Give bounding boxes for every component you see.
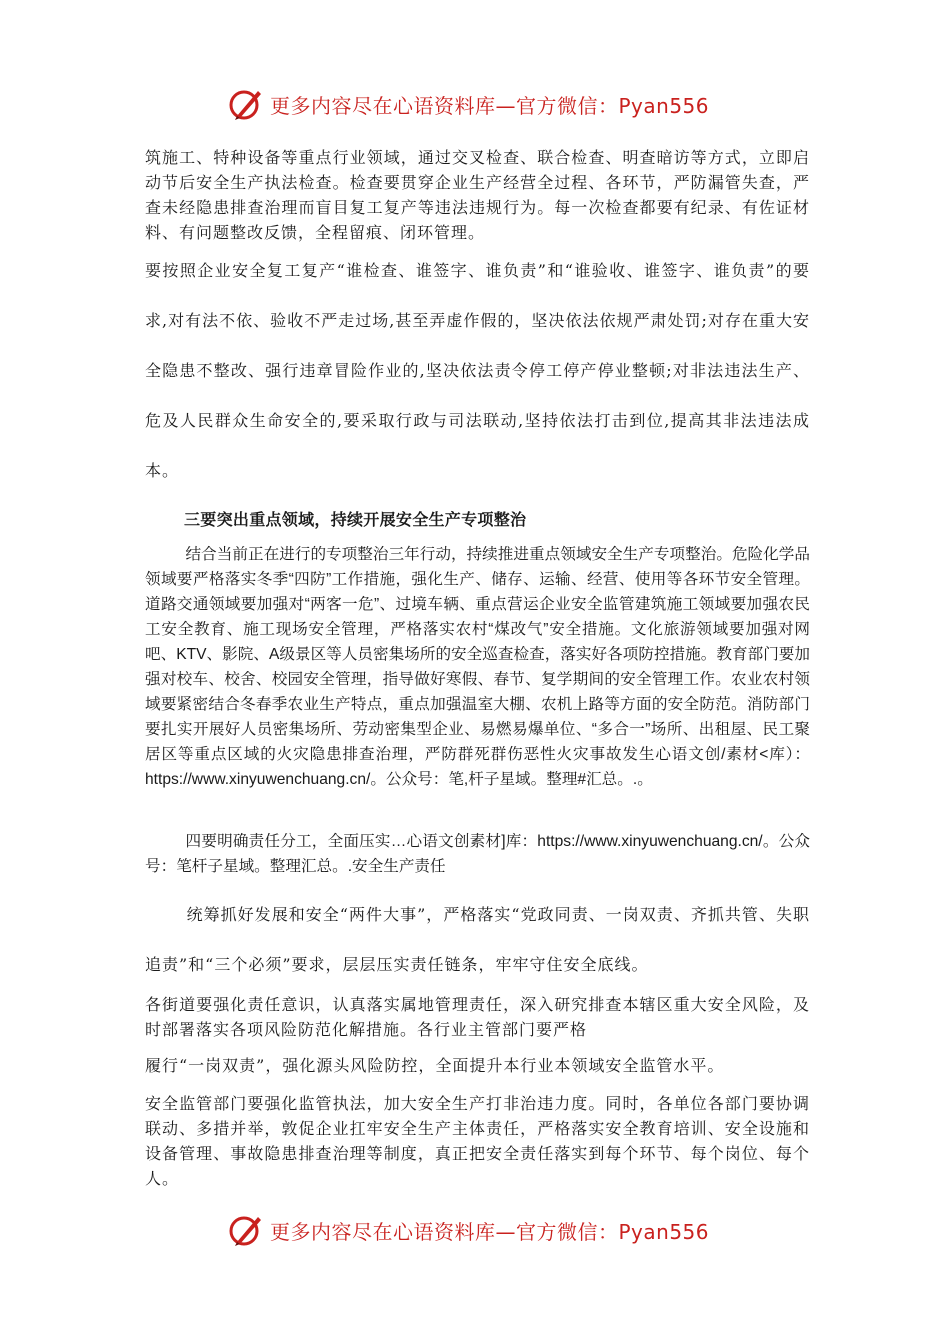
pen-logo-icon [228,86,264,122]
paragraph-inspection: 筑施工、特种设备等重点行业领域，通过交叉检查、联合检查、明查暗访等方式，立即启动节后安全生产执法检查。检查要贯穿企业生产经营全过程、各环节，严防漏管失查，严查未经隐患排查治理而盲目复工复产等违法违规行为。每一次检查都要有纪录、有佐证材料、有问题整改反馈，全程留痕、闭环管理。 [145,148,810,242]
paragraph-key-areas: 结合当前正在进行的专项整治三年行动，持续推进重点领域安全生产专项整治。危险化学品领域要严格落实冬季“四防”工作措施，强化生产、储存、运输、经营、使用等各环节安全管理。道路交通领域要加强对“两客一危”、过境车辆、重点营运企业安全监管建筑施工领域要加强农民工安全教育、施工现场安全管理，严格落实农村“煤改气”安全措施。文化旅游领域要加强对网吧、KTV、影院、A级景区等人员密集场所的安全巡查检查，落实好各项防控措施。教育部门要加强对校车、校舍、校园安全管理，指导做好寒假、春节、复学期间的安全管理工作。农业农村领域要紧密结合冬春季农业生产特点，重点加强温室大棚、农机上路等方面的安全防范。消防部门要扎实开展好人员密集场所、劳动密集型企业、易燃易爆单位、“多合一”场所、出租屋、民工聚居区等重点区域的火灾隐患排查治理，严防群死群伤恶性火灾事故发生心语文创/素材<库）：https://www.xinyuwenchuang.cn/。公众号：笔,杆子星域。整理#汇总。.。 [145,546,810,788]
paragraph-two-major-matters: 统筹抓好发展和安全“两件大事”，严格落实“党政同责、一岗双责、齐抓共管、失职追责”和“三个必须”要求，层层压实责任链条，牢牢守住安全底线。 [145,905,810,974]
paragraph-streets: 各街道要强化责任意识，认真落实属地管理责任，深入研究排查本辖区重大安全风险，及时部署落实各项风险防范化解措施。各行业主管部门要严格 [145,995,810,1039]
section-heading-3: 三要突出重点领域，持续开展安全生产专项整治 [184,510,527,529]
header-banner [228,84,709,124]
paragraph-one-post-two-duties: 履行“一岗双责”，强化源头风险防控，全面提升本行业本领域安全监管水平。 [145,1056,725,1075]
paragraph-responsibility-heading: 四要明确责任分工，全面压实…心语文创素材]库：https://www.xinyuwenchuang.cn/。公众号：笔杆子星域。整理汇总。.安全生产责任 [145,833,810,875]
paragraph-penalties: 要按照企业安全复工复产“谁检查、谁签字、谁负责”和“谁验收、谁签字、谁负责”的要求,对有法不依、验收不严走过场,甚至弄虚作假的，坚决依法依规严肃处罚;对存在重大安全隐患不整改、强行违章冒险作业的,坚决依法责令停工停产停业整顿;对非法违法生产、危及人民群众生命安全的,要采取行政与司法联动,坚持依法打击到位,提高其非法违法成本。 [145,261,810,480]
pen-logo-icon [228,1212,264,1248]
footer-banner-text: 更多内容尽在心语资料库—官方微信：Pyan556 [270,1219,710,1244]
header-banner-text: 更多内容尽在心语资料库—官方微信：Pyan556 [270,93,710,118]
footer-banner [228,1210,709,1250]
paragraph-supervision: 安全监管部门要强化监管执法，加大安全生产打非治违力度。同时，各单位各部门要协调联动、多措并举，敦促企业扛牢安全生产主体责任，严格落实安全教育培训、安全设施和设备管理、事故隐患排查治理等制度，真正把安全责任落实到每个环节、每个岗位、每个人。 [145,1094,810,1188]
